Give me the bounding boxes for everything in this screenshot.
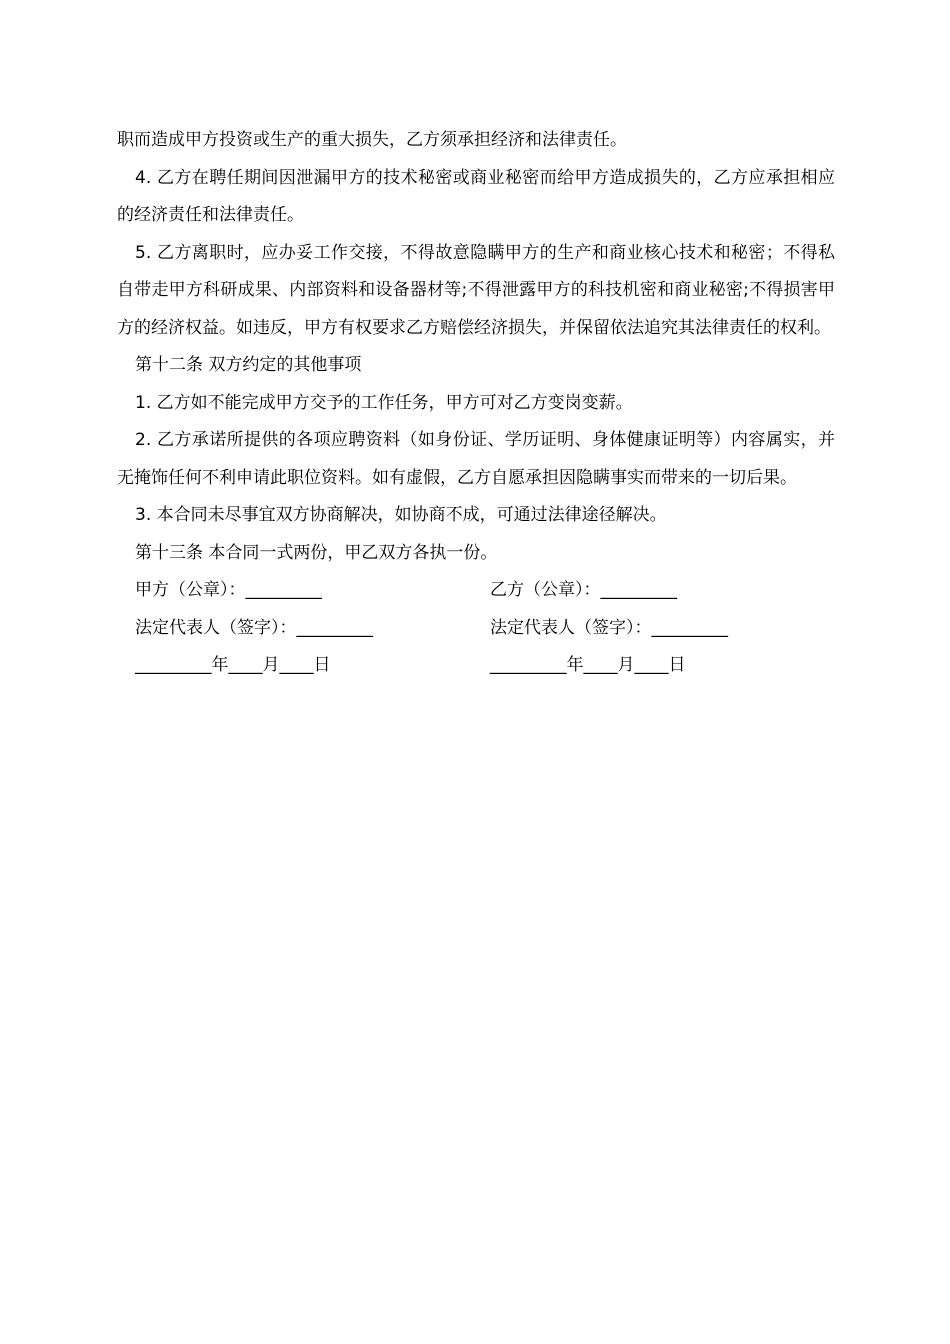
paragraph-item-5: 5. 乙方离职时，应办妥工作交接，不得故意隐瞒甲方的生产和商业核心技术和秘密；不得私自带走甲方科研成果、内部资料和设备器材等;不得泄露甲方的科技机密和商业秘密;不得损害甲方的经济权益。如违反，甲方有权要求乙方赔偿经济损失，并保留依法追究其法律责任的权利。 — [117, 242, 835, 338]
paragraph-clause-continuation: 职而造成甲方投资或生产的重大损失，乙方须承担经济和法律责任。 — [117, 130, 627, 150]
party-b-seal-field: 乙方（公章）：_________ — [490, 580, 677, 600]
party-a-date-field: _________年____月____日 — [135, 655, 331, 675]
paragraph-article-12-item-3: 3. 本合同未尽事宜双方协商解决，如协商不成，可通过法律途径解决。 — [135, 505, 667, 525]
signature-row-representative — [117, 610, 835, 648]
contract-body — [117, 122, 835, 685]
signature-row-seal — [117, 572, 835, 610]
party-a-representative-field: 法定代表人（签字）：_________ — [135, 617, 373, 638]
party-a-seal-field: 甲方（公章）：_________ — [135, 580, 322, 600]
paragraph-article-12-item-1: 1. 乙方如不能完成甲方交予的工作任务，甲方可对乙方变岗变薪。 — [135, 392, 633, 413]
article-12-heading: 第十二条 双方约定的其他事项 — [135, 355, 362, 375]
party-b-representative-field: 法定代表人（签字）：_________ — [490, 617, 728, 638]
paragraph-article-12-item-2: 2. 乙方承诺所提供的各项应聘资料（如身份证、学历证明、身体健康证明等）内容属实，并无掩饰任何不利申请此职位资料。如有虚假，乙方自愿承担因隐瞒事实而带来的一切后果。 — [117, 430, 835, 488]
article-13-heading: 第十三条 本合同一式两份，甲乙双方各执一份。 — [135, 542, 498, 563]
signature-row-date — [117, 647, 835, 685]
paragraph-item-4: 4. 乙方在聘任期间因泄漏甲方的技术秘密或商业秘密而给甲方造成损失的，乙方应承担相应的经济责任和法律责任。 — [117, 167, 835, 225]
party-b-date-field: _________年____月____日 — [490, 655, 686, 675]
signature-block — [117, 572, 835, 685]
